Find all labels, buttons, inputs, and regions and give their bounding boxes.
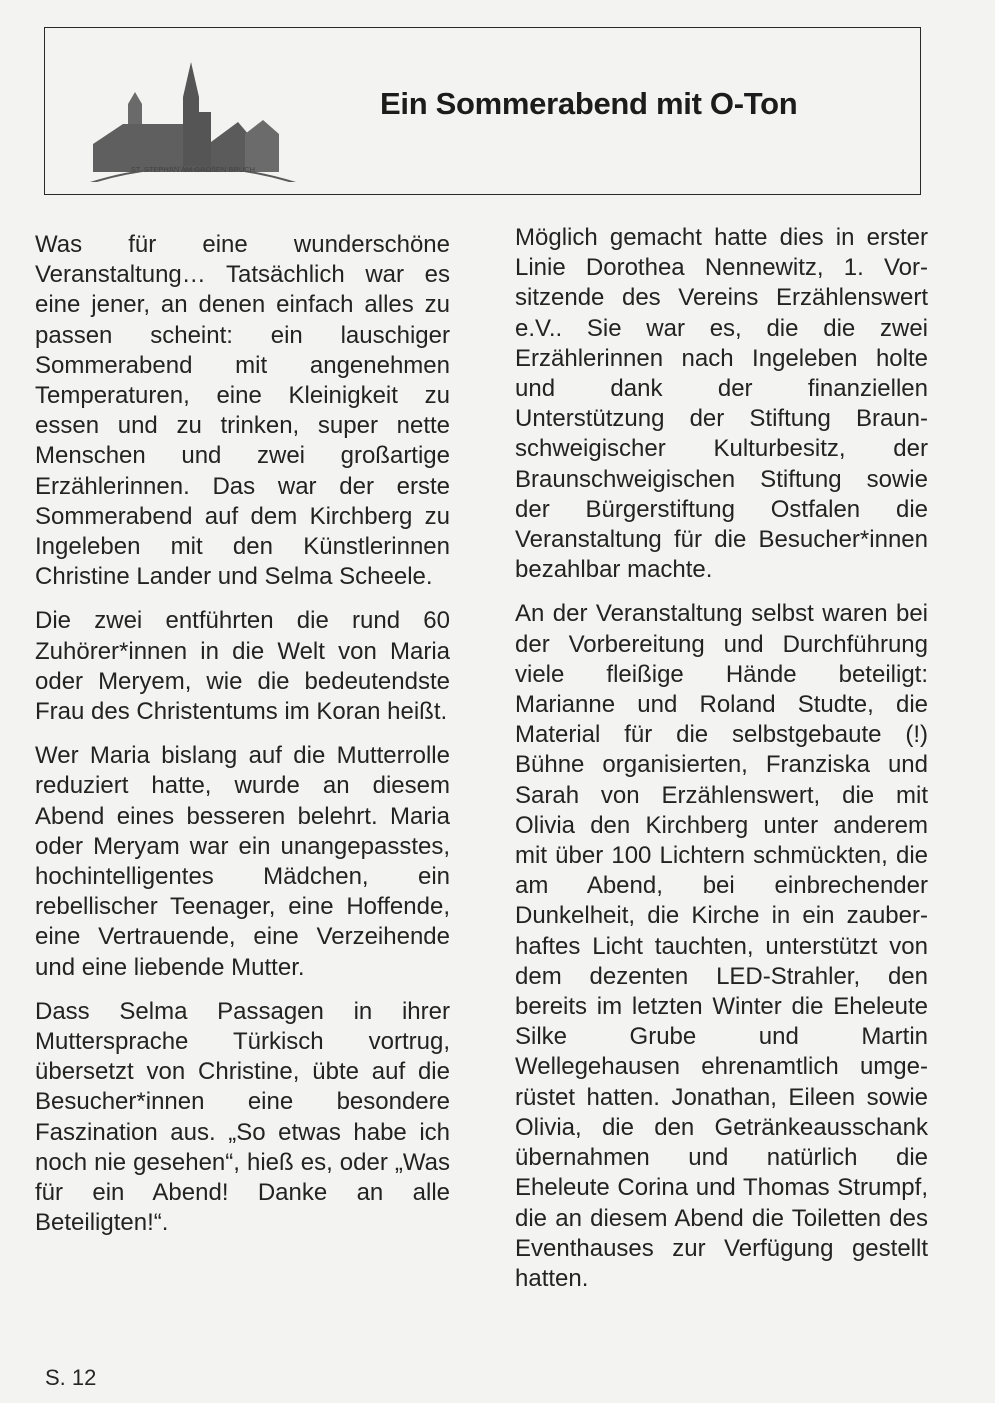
paragraph: Dass Selma Passagen in ihrer Muttersprache Türkisch vortrug, übersetzt von Christine, übte auf die Besucher*innen eine besondere Faszination aus. „So etwas habe ich noch nie gesehen“, hieß es, oder „Was für ein Abend! Danke an alle Beteiligten!“. (35, 997, 450, 1237)
page-number: S. 12 (45, 1365, 97, 1390)
header-box (44, 27, 921, 195)
paragraph: An der Veranstaltung selbst waren bei der Vorbereitung und Durchführung viele fleißige Hände beteiligt: Marianne und Roland Studte, die Material für die selbstgebaute (!) Bühne organisierten, Franziska und Sarah von Erzählenswert, die mit Olivia den Kirchberg unter anderem mit über 100 Lichtern schmückten, die am Abend, bei einbrechender Dunkelheit, die Kirche in ein zauberhaftes Licht tauchten, unterstützt von dem dezenten LED-Strahler, den bereits im letzten Winter die Eheleute Silke Grube und Martin Wellegehausen ehrenamtlich umgerüstet hatten. Jonathan, Eileen sowie Olivia, die den Getränkeausschank übernahmen und natürlich die Eheleute Corina und Thomas Strumpf, die an diesem Abend die Toiletten des Eventhauses zur Verfügung gestellt hatten. (515, 600, 928, 1292)
paragraph: Die zwei entführten die rund 60 Zuhörer*innen in die Welt von Maria oder Meryem, wie die bedeutendste Frau des Christentums im Koran heißt. (35, 607, 450, 726)
article-left-column (35, 230, 450, 1253)
paragraph: Wer Maria bislang auf die Mutterrolle reduziert hatte, wurde an diesem Abend eines besseren belehrt. Maria oder Meryam war ein unangepasstes, hochintelligentes Mädchen, ein rebellischer Teenager, eine Hoffende, eine Vertrauende, eine Verzeihende und eine liebende Mutter. (35, 742, 450, 981)
church-silhouette-icon (73, 52, 313, 182)
paragraph: Möglich gemacht hatte dies in erster Linie Dorothea Nennewitz, 1. Vorsitzende des Vereins Erzählenswert e.V.. Sie war es, die die zwei Erzählerinnen nach Ingeleben holte und dank der finanziellen Unterstützung der Stiftung Braunschweigischer Kulturbesitz, der Braunschweigischen Stiftung sowie der Bürgerstiftung Ostfalen die Veranstaltung für die Besucher*innen bezahlbar machte. (515, 224, 928, 584)
page-title: Ein Sommerabend mit O-Ton (380, 86, 798, 121)
article-right-column (515, 223, 928, 1308)
paragraph: Was für eine wunderschöne Veranstaltung… Tatsächlich war es eine jener, an denen einfach alles zu passen scheint: ein lauschiger Sommerabend mit angenehmen Temperaturen, eine Kleinigkeit zu essen und zu trinken, super nette Menschen und zwei großartige Erzählerinnen. Das war der erste Sommerabend auf dem Kirchberg zu Ingeleben mit den Künstlerinnen Christine Lander und Selma Scheele. (35, 231, 450, 591)
logo-caption: ST. STEPHAN AM GROßEN BRUCH (130, 165, 256, 174)
